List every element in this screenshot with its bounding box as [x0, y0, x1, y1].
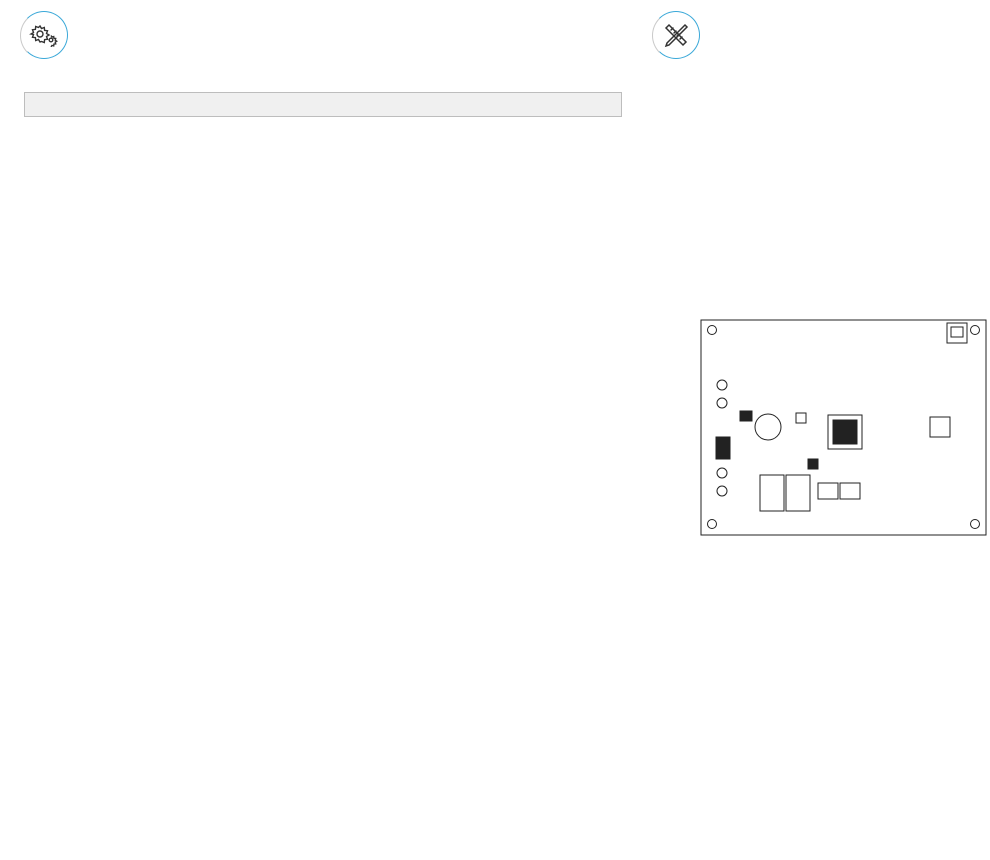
ruler-pencil-icon: [652, 11, 700, 59]
rj45-connector: [947, 323, 967, 343]
mounting-hole: [971, 520, 980, 529]
pcb-board-drawing: [700, 319, 988, 537]
mounting-hole: [708, 326, 717, 335]
spec-table-header: [25, 93, 622, 117]
chip: [930, 417, 950, 437]
spec-table-header-row: [25, 93, 622, 117]
dimensions-header: [652, 11, 700, 59]
gears-icon: [20, 11, 68, 59]
battery: [755, 414, 781, 440]
specifications-table: [24, 92, 622, 117]
mounting-hole: [971, 326, 980, 335]
relay: [786, 475, 810, 511]
mounting-hole: [708, 520, 717, 529]
parameters-header: [20, 11, 68, 59]
relay: [760, 475, 784, 511]
